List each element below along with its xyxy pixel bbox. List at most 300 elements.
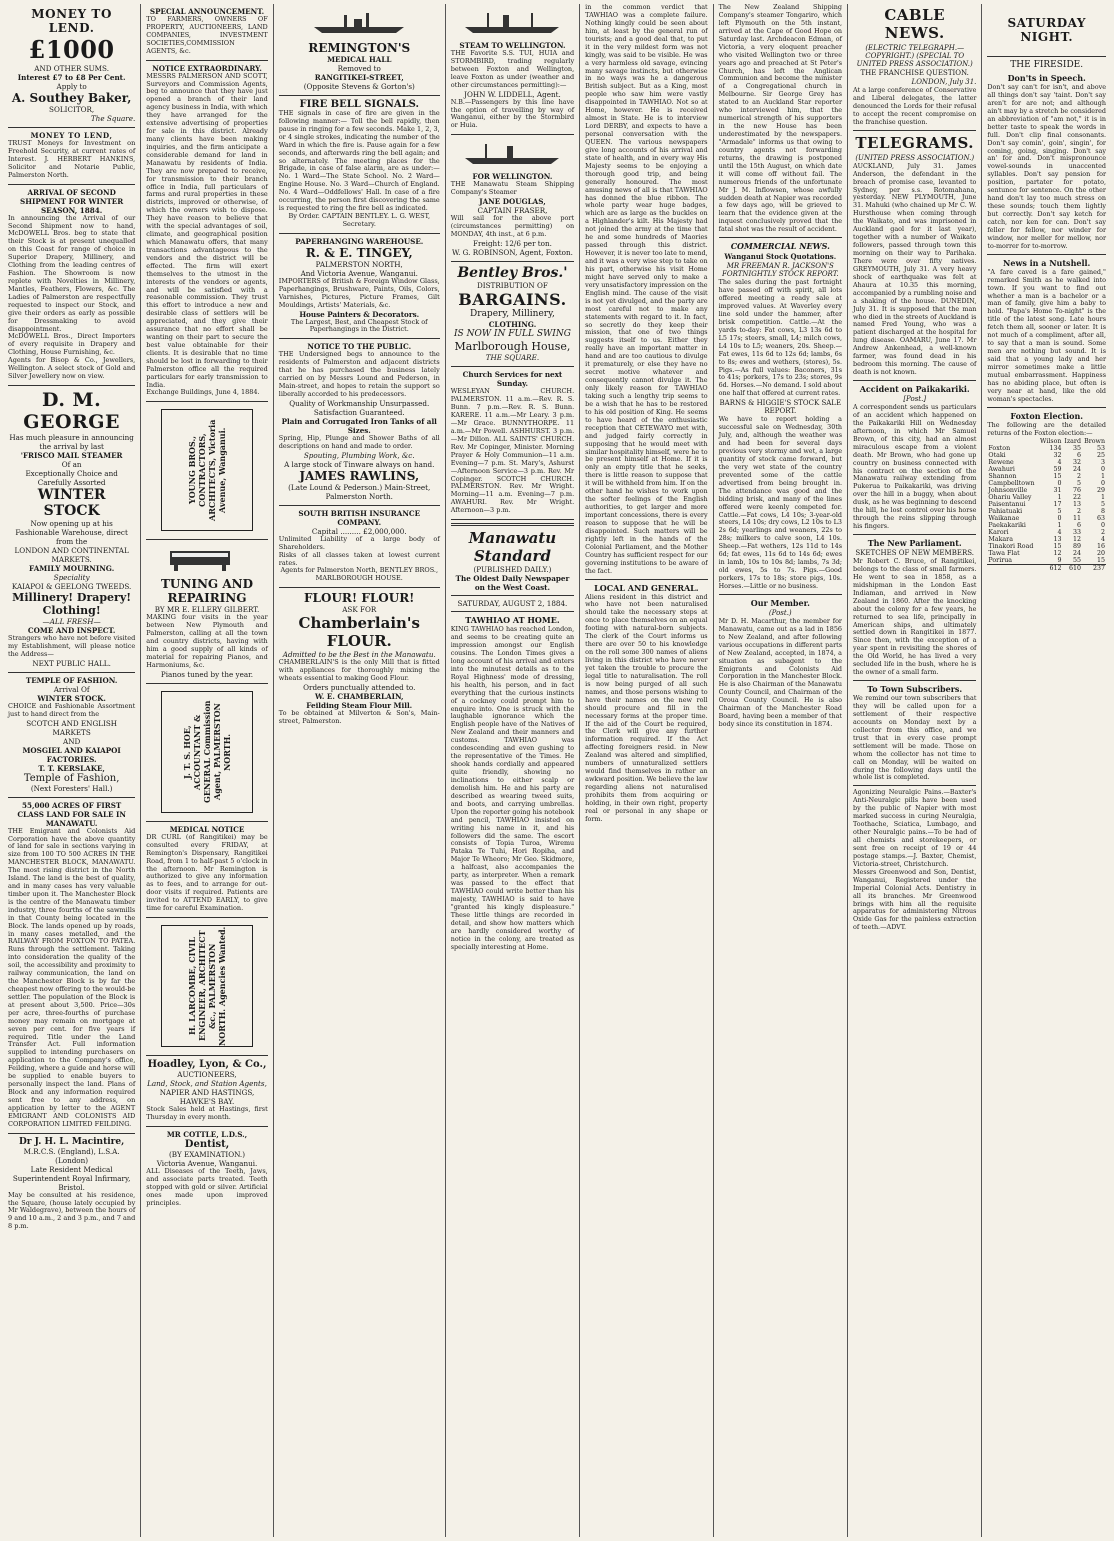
local-text: Aliens resident in this district and who have not been naturalised should take the necessary steps at once to place themselves on an equal footing with natural-born subjects. The clerk of the Court informs us there are over 50 to his knowledge on the roll some 300 names of aliens living in this district who have never yet taken the trouble to procure the legal title to naturalisation. The roll is now being purged of all such names, and those persons wishing to have their names on the new roll should procure and fill in the necessary forms at the proper time. If the aid of the Court be required, the Clerk will give any further information required. If the Act affecting foreigners resid. in New Zealand was altered and simplified, numbers of unnaturalized settlers would find themselves in rather an awkward position. We believe the law regarding aliens not naturalised prohibits them from acquiring or holding, in their own right, property real or personal in any shape or form. (585, 592, 708, 823)
money-interest: Interest £7 to £8 Per Cent. (17, 73, 126, 82)
tf-l2: SCOTCH AND ENGLISH MARKETS (26, 718, 118, 737)
tf-l4: MOSGIEL AND KAIAPOI FACTORIES. (22, 745, 121, 764)
cable-sub: (ELECTRIC TELEGRAPH.—COPYRIGHT.) (SPECIAL TO UNITED PRESS ASSOCIATION.) (856, 44, 973, 68)
pub-l4: Plain and Corrugated Iron Tanks of all Sizes. (281, 416, 437, 435)
pub-l3: Satisfaction Guaranteed. (313, 407, 405, 417)
tel-text: AUCKLAND, July 31. James Anderson, the defendant in the breach of promise case, levanted to Sydney, per s.s. Rotomahana, yesterday. NEW PLYMOUTH, June 31. Mahuki (who chained up Mr C. W. Hursthouse when coming through the Waikato, and was imprisoned in Auckland gaol for it last year), together with a number of Waikato followers, passed through town this morning on their way to Parihaka. There were over fifty natives. GREYMOUTH, July 31. A very heavy shock of earthquake was felt at Ahaura at 10.35 this morning, accompanied by a rumbling noise and a shaking of the house. DUNEDIN, July 31. It is supposed that the man who died in the streets of Auckland is named Fred Young, who was a patient discharged at the hospital for lung disease. OAMARU, June 17. Mr Andrew Ankenhead, a well-known farmer, was found dead in his bedroom this morning. The cause of death is not known. (853, 161, 977, 377)
dm-l1: Has much pleasure in announcing the arrival by last (9, 432, 134, 451)
election-cell: 16 (1096, 542, 1105, 550)
tuning-foot: Pianos tuned by the year. (160, 669, 254, 679)
election-cell: 9 (1057, 556, 1062, 564)
cottle-ad (146, 1127, 267, 1212)
paper-l3: PALMERSTON NORTH, (315, 259, 403, 269)
election-cell: Shannon (988, 472, 1017, 480)
election-header-cell (987, 438, 1037, 445)
land-sale-ad (8, 798, 135, 1134)
rem-l5: (Opposite Stevens & Gorton's) (303, 82, 415, 91)
column-2 (141, 4, 273, 1537)
pub-l6: Spouting, Plumbing Work, &c. (303, 450, 415, 460)
election-cell: 12 (1072, 535, 1081, 543)
flour-l6: W. E. CHAMBERLAIN, (314, 692, 404, 702)
election-cell: Foxton (988, 444, 1011, 452)
election-header-cell: Izard (1064, 437, 1081, 445)
paper-text: IMPORTERS of British & Foreign Window Glass, Paperhangings, Brushware, Paints, Oils, Colors, Varnishes, Pictures, Picture Frames, Gilt Mouldings, Artists' Materials, &c. (278, 276, 440, 309)
election-cell: 1 (1100, 493, 1105, 501)
election-row (987, 494, 1106, 501)
lend2-text: TRUST Moneys for Investment on Freehold Security, at current rates of Interest. J. HERBERT HANKINS, Solicitor and Notarie Public, Palmerston North. (8, 139, 136, 179)
bb-l6: IS NOW IN FULL SWING (453, 329, 571, 340)
dm-l11: Millinery! Drapery! Clothing! (12, 590, 132, 617)
dont-title: Don'ts in Speech. (1007, 73, 1086, 83)
cable-title: CABLE NEWS. (884, 6, 946, 42)
notice-extraordinary-ad (146, 61, 267, 403)
election-cell: 12 (1053, 549, 1062, 557)
election-header-cell: Brown (1084, 437, 1105, 445)
election-cell: 76 (1072, 486, 1081, 494)
pub-l9: (Late Lound & Pederson.) Main-Street, Palmerston North. (288, 482, 431, 501)
fox-intro: The following are the detailed returns of the Foxton election:— (987, 420, 1106, 437)
memb-sub: (Post.) (768, 608, 792, 617)
sbi-cap: Capital ......... £2,000,000. (311, 526, 407, 536)
election-cell: 29 (1096, 486, 1105, 494)
hoadley-l3: Land, Stock, and Station Agents, (147, 1079, 267, 1089)
hoadley-l4: NAPIER AND HASTINGS, HAWKE'S BAY. (159, 1088, 255, 1107)
young-bros-box (161, 409, 253, 531)
pub-l7: A large stock of Tinware always on hand. (284, 459, 435, 469)
pub-l5: Spring, Hip, Plunge and Shower Baths of all descriptions on hand and made to order. (278, 433, 440, 450)
election-cell: 17 (1053, 500, 1062, 508)
parl-sub: SKETCHES OF NEW MEMBERS. (855, 549, 975, 557)
lend-ad-2 (8, 128, 135, 185)
acc-text: A correspondent sends us particulars of an accident which happened on the Paikakariki Hill on Wednesday afternoon, in which Mr Samuel Brown, of this city, had an almost miraculous escape from a violent death. Mr Brown, who had gone up country on business connected with his contract on the section of the Manawatu railway extending from Pukerua to Paikakariki, was driving over the hill in a buggy, when about dusk, as he was beginning to descend the hill, he lost control over his horse through the reins slipping through his fingers. (853, 403, 977, 531)
tf-l6: Temple of Fashion, (23, 772, 120, 784)
flour-l2: ASK FOR (342, 605, 377, 615)
election-cell: 4 (1057, 458, 1062, 466)
lead-text: KING TAWHIAO has reached London, and seems to be creating quite an impression amongst our English cousins. The London Times gives a long account of his arrival and enters into the minutest details as to the Royal Highness' mode of dressing, his health, his person, and in fact everything that the curious instincts of a cockney could prompt him to enquire into. One is struck with the laughable ignorance which the English people have of the Natives of New Zealand and their manners and customs. TAWHIAO was condescending and even gushing to the representative of the Times. He shook hands cordially and appeared quite friendly, showing no inclinations to either scalp or demolish him. He and his party are described as wearing tweed suits, and boots, and carrying umbrellas. Upon the reporter going his notebook and pencil, TAWHIAO insisted on writing his name in it, and his followers did the same. The escort consists of Topia Turoa, Wiremu Pataka Te Tuhi, Hori Ropiha, and Major Te Wheoro; Mr Geo. Skidmore, a halfcast, also accompanies the party, as interpreter. When a remark was passed to the effect that TAWHIAO could write better than his majesty, TAWHIAO is said to have "granted his kingly displeasure." These little things are recorded in detail, and show how matters which are hardly considered worthy of notice in the colony, are treated as specially interesting at Home. (450, 625, 575, 951)
bb-l3: BARGAINS. (458, 289, 567, 309)
election-cell: Porirua (988, 556, 1013, 564)
election-cell: 15 (1053, 472, 1062, 480)
spec-title: SPECIAL ANNOUNCEMENT. (149, 7, 265, 16)
dm-l3: Of an (61, 459, 82, 469)
comm-title: COMMERCIAL NEWS. (730, 241, 830, 252)
election-total-cell: 610 (1062, 564, 1082, 572)
box2-text: J. T. S. HOE, ACCOUNTANT & GENERAL Commission Agent, PALMERSTON NORTH. (182, 700, 232, 804)
election-cell: 134 (1049, 444, 1062, 452)
parl-text: Mr Robert C. Bruce, of Rangitikei, belongs to the class of small farmers. He went to sea in 1858, as a midshipman in the London East Indiaman, and arrived in New Zealand in 1860. After the knocking about the colony for a few years, he returned to sea life, principally in American ships, and ultimately settled down in Rangitikei in 1877. Since then, with the exception of a year spent in revisiting the shores of the Old World, he has lived a very secluded life in the bush, where he is the owner of a small farm. (853, 557, 977, 677)
election-cell: Paekakariki (988, 521, 1026, 529)
election-cell: 15 (1096, 556, 1105, 564)
masthead (451, 523, 574, 951)
election-cell: 33 (1072, 528, 1081, 536)
hoadley-ad (146, 1056, 267, 1127)
bentley-ad (451, 262, 574, 368)
flour-text: CHAMBERLAIN'S is the only Mill that is fitted with appliances for thoroughly mixing the wheats essential to making Good Flour. (278, 658, 440, 683)
paper-title: PAPERHANGING WAREHOUSE. (295, 236, 424, 246)
sat-title: SATURDAY NIGHT. (1007, 16, 1086, 44)
paper-l6: The Largest, Best, and Cheapest Stock of Paperhangings in the District. (290, 317, 428, 334)
lend2-title: MONEY TO LEND, (30, 131, 113, 140)
dm-l14: Strangers who have not before visited my Establishment, will please notice the Address— (8, 633, 136, 658)
church-title: Church Services for next Sunday. (462, 370, 563, 389)
med-title: MEDICAL NOTICE (169, 824, 245, 834)
notice-sign: Exchange Buildings, June 4, 1884. (146, 388, 260, 397)
election-row (987, 473, 1106, 480)
flour-l3: Chamberlain's FLOUR. (298, 614, 420, 651)
tf-l3: AND (63, 736, 81, 746)
election-cell: 15 (1053, 542, 1062, 550)
election-cell: 1 (1100, 472, 1105, 480)
column-3 (274, 4, 446, 1537)
col6-text: The New Zealand Shipping Company's steamer Tongariro, which left Plymouth on the 5th instant, arrived at the Cape of Good Hope on Saturday last. Archdeacon Edman, of Victoria, a very eloquent preacher who visited Wellington two or three years ago and preached at St Peter's Church, has left the Anglican Communion and become the minister of a Congregational church in Melbourne. Sir George Grey has stated to an Auckland Star reporter who interviewed him, that the numerical strength of his supporters in the new House has been underestimated by the newspapers. "Armadale" informs us that owing to country agents not forwarding returns, the drawing is postponed until the 15th August, on which date it will come off without fail. The numerous friends of the unfortunate Mr J. M. Inflowsen, whose awfully sudden death at Napier was recorded a few days ago, will be grieved to learn that the evidence given at the inquest conclusively proved that the fatal shot was the result of accident. (718, 4, 842, 234)
dm-l5: WINTER STOCK (37, 486, 106, 519)
hoadley-title: Hoadley, Lyon, & Co., (147, 1059, 267, 1071)
well-capt: CAPTAIN FRASER, (477, 206, 548, 216)
cottle-l2: Dentist, (184, 1138, 230, 1150)
election-cell: 0 (1100, 521, 1105, 529)
fire-title: FIRE BELL SIGNALS. (299, 99, 420, 110)
fox-title: Foxton Election. (1010, 410, 1084, 421)
church-text: WESLEYAN CHURCH. PALMERSTON. 11 a.m.—Rev. R. S. Bunn. 7 p.m.—Rev. R. S. Bunn. KARERE. 11 a.m.—Mr Leary. 3 p.m.—Mr Grace. BUNNYTHORPE. 11 a.m.—Mr Powell. ASHHURST. 3 p.m.—Mr Dillon. ALL SAINTS' CHURCH. Rev. Mr Copinger, Minister. Morning Prayer & Holy Communion—11 a.m. Evening—7 p.m. St. Mary's, Ashurst—Afternoon Service—3 p.m. Rev. Mr Copinger. SCOTCH CHURCH. PALMERSTON. Rev. Mr Wright. Morning—11 a.m. Evening—7 p.m. AWAHURI. Rev. Mr Wright. Afternoon—3 p.m. (450, 387, 575, 515)
election-cell: Otaki (988, 451, 1006, 459)
tuning-text: MAKING four visits in the year between New Plymouth and Palmerston, calling at all the town and country districts, having with him a good supply of all kinds of material for repairing Pianos, and Harmoniums, &c. (146, 613, 268, 669)
election-cell: 1 (1057, 521, 1062, 529)
tf-stock: WINTER STOCK. (37, 693, 106, 703)
paperhanging-ad (279, 234, 440, 340)
column-5 (580, 4, 713, 1537)
election-row (987, 550, 1106, 557)
election-row (987, 487, 1106, 494)
election-cell: 32 (1053, 451, 1062, 459)
election-cell: Makara (988, 535, 1013, 543)
macintire-ad (8, 1134, 135, 1236)
election-row (987, 480, 1106, 487)
steamer-icon (457, 9, 567, 35)
dm-george-ad (8, 386, 135, 673)
flour-l7: Feilding Steam Flour Mill. (306, 701, 413, 711)
rem-l3: Removed to (337, 64, 381, 73)
rem-l4: RANGITIKEI-STREET, (314, 73, 404, 82)
land-title: 55,000 ACRES OF FIRST CLASS LAND FOR SALE IN MANAWATU. (17, 800, 126, 828)
money-title: MONEY TO LEND. (31, 7, 113, 35)
cable-hd: THE FRANCHISE QUESTION. (860, 69, 969, 77)
election-cell: 24 (1072, 549, 1081, 557)
election-cell: Johnsonville (988, 486, 1028, 494)
spec-text: TO FARMERS, OWNERS OF PROPERTY, AUCTIONEERS, LAND COMPANIES, INVESTMENT SOCIETIES,COMMISSION AGENTS, &c. (146, 15, 268, 55)
hoadley-l2: AUCTIONEERS, (177, 1070, 237, 1080)
election-row (987, 466, 1106, 473)
fire-sign: By Order. CAPTAIN BENTLEY. L. G. WEST, Secretary. (288, 211, 431, 228)
dm-l4: Exceptionally Choice and Carefully Assorted (25, 468, 118, 487)
election-cell: 31 (1053, 486, 1062, 494)
election-cell: 0 (1057, 514, 1062, 522)
sbi-l4: Agents for Palmerston North, BENTLEY BROS., MARLBOROUGH HOUSE. (280, 566, 439, 583)
money-name: A. Southey Baker, (11, 91, 132, 105)
subs-title: To Town Subscribers. (867, 684, 963, 695)
hoe-box (161, 691, 253, 813)
bb-l7: Marlborough House, (454, 340, 571, 354)
comm-hd: MR FREEMAN R. JACKSON'S FORTNIGHTLY STOCK REPORT. (722, 262, 839, 279)
barnes-text: We have to report holding a successful sale on Wednesday, 30th July, and, although the weather was and had been for several days previous very stormy and wet, a large quantity of stock came forward, but the very wet state of the country prevented some of the cattle advertised from being brought in. The attendance was good and the bidding brisk, and many of the lines offered were keenly competed for. Cattle.—Fat cows, L4 10s; 3-year-old steers, L4 10s; dry cows, L2 10s to L3 2s 6d; yearlings and weaners, 22s to 28s; milkers to calve soon, L4 10s. Sheep.—Fat wethers, 12s 11d to 14s 6d; fat ewes, 11s 6d to 14s 6d; ewes in lamb, 10s to 10s 8d; lambs, 7s 3d; old ewes, 5s to 7s. Pigs.—Good porkers, 17s to 18s; store pigs, 10s. Horses.—Little or no business. (718, 415, 842, 590)
cottle-text: ALL Diseases of the Teeth, Jaws, and associate parts treated. Teeth stopped with gold or silver. Artificial ones made upon improved principles. (146, 1166, 268, 1207)
steam-title: STEAM TO WELLINGTON. (459, 41, 566, 50)
hoadley-text: Stock Sales held at Hastings, first Thursday in every month. (146, 1105, 268, 1121)
dm-l2: 'FRISCO MAIL STEAMER (20, 450, 123, 460)
church-services (451, 367, 574, 520)
election-header-cell: Wilson (1040, 437, 1062, 445)
misc-text: Agonizing Neuralgic Pains.—Baxter's Anti-Neuralgic pills have been used by the public of Napier with most marked success in curing Neuralgia, Toothache, Sciatica, Lumbago, and other Neuralgic pains.—To be had of all chemists and storekeepers, or sent free on receipt of 19 or 44 postage stamps.—J. Baxter, Chemist, Victoria-street, Christchurch. (853, 788, 977, 868)
election-cell: 5 (1076, 479, 1081, 487)
money-role: SOLICITOR, (49, 105, 95, 114)
column-4 (446, 4, 580, 1537)
election-cell: 6 (1076, 451, 1081, 459)
election-cell: 6 (1076, 521, 1081, 529)
money-sub: AND OTHER SUMS. (34, 64, 109, 73)
lead-title: TAWHIAO AT HOME. (465, 615, 560, 626)
election-cell: 13 (1053, 535, 1062, 543)
election-cell: Pahiatuaki (988, 507, 1023, 515)
election-cell: 2 (1076, 472, 1081, 480)
comm-sub: Wanganui Stock Quotations. (724, 252, 837, 262)
ship-icon (304, 9, 414, 35)
tuning-by: BY MR E. ELLERY GILBERT. (154, 605, 260, 615)
paper-l2: R. & E. TINGEY, (305, 245, 413, 260)
election-cell: Rewene (988, 458, 1014, 466)
larcombe-ad (146, 918, 267, 1056)
tuning-ad (146, 540, 267, 683)
flour-ad (279, 588, 440, 730)
memb-title: Our Member. (750, 597, 810, 608)
election-total-cell: 237 (1082, 564, 1106, 572)
arrival-agents: Agents for Bisop & Co., Jewellers, Wellington. A select stock of Gold and Silver Jewellery now on view. (8, 356, 136, 381)
special-announcement-ad (146, 4, 267, 61)
tf-l7: (Next Foresters' Hall.) (30, 783, 113, 793)
election-row (987, 501, 1106, 508)
column-6 (714, 4, 848, 1537)
well-agent: W. G. ROBINSON, Agent, Foxton. (451, 247, 573, 257)
well-text: THE Manawatu Steam Shipping Company's Steamer (450, 180, 575, 197)
dm-title: D. M. GEORGE (23, 388, 121, 433)
nut-text: "A fare caved is a fare gained," remarked Smith as he walked into town. If you want to find out whether a man is a bachelor or a man of family, give him a baby to hold. "Papa's Home To-night" is the title of the latest song. Late hours fetch them all, sooner or later. It is not much of a compliment, after all, to say that a man is sound. Some men are nothing but sound. It is said that a young lady and her mirror sometimes make a little mutual embarrassment. Happiness has no abiding place, but often is very near at hand, like the old woman's spectacles. (987, 267, 1106, 403)
cottle-l4: Victoria Avenue, Wanganui. (156, 1158, 258, 1168)
medical-notice-ad (146, 822, 267, 918)
cable-text: At a large conference of Conservative and Liberal delegates, the latter denounced the Lords for their refusal to accept the recent compromise on the franchise question. (853, 86, 977, 126)
election-cell: 35 (1072, 444, 1081, 452)
fire-text: THE signals in case of fire are given in the following manner:— Toll the bell rapidly, then pause in ringing for a few seconds. Make 1, 2, 3, or 4 single strokes, indicating the number of the Ward in which the fire is. Pause again for a few seconds, and afterwards ring the bell again; and so alternately. The meeting places for the Brigade, in case of false alarm, are as under:— No. 1 Ward—The State School. No. 2 Ward—Engine House. No. 3 Ward—Church of England. No. 4 Ward—Oddfellows' Hall. In case of a fire occurring, the person first discovering the same is requested to ring the fire bell as indicated. (278, 109, 440, 213)
piano-icon (152, 545, 262, 571)
election-cell: 20 (1096, 549, 1105, 557)
election-cell: Karori (988, 528, 1009, 536)
dm-l8: FAMILY MOURNING. (29, 563, 115, 573)
memb-text: Mr D. H. Macarthur, the member for Manawatu, came out as a lad in 1856 to New Zealand, and after following various occupations in different parts of New Zealand, accepted, in 1874, a situation as subagent to the Emigrants and Colonists Aid Corporation in the Manchester Block. He is also Chairman of the Manawatu County Council, and Chairman of the Oroua County Council. He is also Chairman of the Manchester Road Board, having been a member of that body since its constitution in 1874. (718, 616, 842, 729)
barnes-title: BARNS & HIGGIE'S STOCK SALE REPORT. (719, 399, 842, 416)
column-1 (3, 4, 141, 1537)
column-7 (848, 4, 982, 1537)
flour-l5: Orders punctually attended to. (303, 683, 416, 693)
election-row (987, 529, 1106, 536)
election-row (987, 445, 1106, 452)
election-cell: 63 (1096, 514, 1105, 522)
pub-l2: Quality of Workmanship Unsurpassed. (289, 398, 430, 408)
election-row (987, 508, 1106, 515)
young-bros-ad (146, 402, 267, 540)
sat-sub: THE FIRESIDE. (1010, 60, 1084, 70)
flour-l4: Admitted to be the Best in the Manawatu. (282, 650, 436, 660)
doc-l3: Late Resident Medical Superintendent Royal Infirmary, Bristol. (12, 1164, 131, 1192)
larcombe-box (161, 925, 253, 1047)
mast-title: Manawatu Standard (468, 529, 557, 566)
election-cell: 3 (1100, 458, 1105, 466)
arrival-sign: McDOWELL Bros., Direct Importers of every requisite in Drapery and Clothing, House Furnishing, &c. (8, 332, 136, 357)
bb-l4: Drapery, Millinery, (470, 308, 555, 319)
mast-l3: The Oldest Daily Newspaper on the West Coast. (455, 574, 570, 593)
election-row (987, 459, 1106, 466)
election-cell: 55 (1072, 556, 1081, 564)
election-cell: 2 (1100, 528, 1105, 536)
election-cell: 5 (1057, 507, 1062, 515)
election-row (987, 536, 1106, 543)
paper-l4: And Victoria Avenue, Wanganui. (300, 268, 418, 278)
election-cell: Tawa Flat (988, 549, 1020, 557)
election-cell: 8 (1100, 507, 1105, 515)
doc-title: Dr J. H. L. Macintire, (18, 1136, 125, 1147)
dont-text: Don't say can't for isn't, and above all things don't say 'taint. Don't say aren't for are not; and although ain't may by a stretch be considered an abbreviation of "am not," it is in better taste to speak the words in full. Don't clip final consonants. Don't say comin', goin', singin', for coming, going, singing. Don't say an' for and. Don't mispronounce vowel-sounds in unaccented syllables. Don't say pension for position, partater for potato, sentunce for sentence. On the other hand don't lay too much stress on these sounds; touch them lightly but correctly. Don't say ketch for catch, nor ken for can. Don't say feller for fellow, nor winder for window, nor meller for mellow, nor to-morrer for to-morrow. (987, 83, 1106, 250)
arrival-title: ARRIVAL OF SECOND SHIPMENT FOR WINTER SEASON, 1884. (20, 187, 124, 215)
money-to-lend-ad (8, 4, 135, 128)
doc-l2: M.R.C.S. (England), L.S.A. (London) (23, 1146, 120, 1165)
doc-text: May be consulted at his residence, the Square, (house lately occupied by Mr Waldegrave), between the hours of 9 and 10 a.m., 2 and 3 p.m., and 7 and 8 p.m. (8, 1190, 136, 1231)
election-cell: 4 (1057, 528, 1062, 536)
notice-text: MESSRS PALMERSON AND SCOTT, Surveyors and Commission Agents, beg to announce that they have just opened a branch of their land agency business in India, with which they have arranged for the extensive advertising of properties for sale in this district. Already many clients have been making inquiries, and the firm anticipate a considerable demand for land in Manawatu by residents of India. They are now prepared to receive, for transmission to their branch office in India, full particulars of farms and rural properties in these districts, improved or otherwise, of which the owners wish to dispose. They have reason to believe that with the special advantages of soil, climate, and geographical position which Manawatu offers, that many transactions advantageous to the vendors and the district will be effected. The firm will exert themselves to the utmost in the interests of the vendors or agents, and will be satisfied with a reasonable commission. They trust this effort to introduce a new and desirable class of settlers will be appreciated, and they give their assurance that no effort shall be wanting on their part to secure the best value obtainable for their clients. It is desirable that no time should be lost in forwarding to their Palmerston office all the required particulars for early transmission to India. (146, 71, 268, 389)
election-cell: 4 (1100, 535, 1105, 543)
column-8 (982, 4, 1111, 1537)
subs-text: We remind our town subscribers that they will be called upon for a settlement of their respective accounts on Monday next by a collector from this office, and we trust that in every case prompt settlement will be made. Those on whom the collector has not time to call on Monday, will be waited on during the following days until the whole list is completed. (853, 694, 977, 782)
pub-title: NOTICE TO THE PUBLIC. (307, 342, 412, 352)
election-row (987, 452, 1106, 459)
election-cell: Campbelltown (988, 479, 1035, 487)
steam-nb: N.B.—Passengers by this line have the option of travelling by way of Wanganui, either by the Stormbird or Huia. (450, 97, 575, 130)
sbi-l2: Unlimited Liability of a large body of Shareholders. (278, 534, 440, 551)
election-cell: 24 (1072, 465, 1081, 473)
cottle-title: MR COTTLE, L.D.S., (166, 1129, 248, 1139)
cottle-l3: (BY EXAMINATION.) (169, 1149, 246, 1159)
tuning-title: TUNING AND REPAIRING (160, 577, 254, 606)
dm-l9: Speciality (53, 572, 90, 582)
box1-text: YOUNG BROS., CONTRACTORS, ARCHITECTS, Victoria Avenue, Wanganui. (187, 419, 227, 522)
temple-fashion-ad (8, 673, 135, 798)
flour-l8: To be obtained at Milverton & Son's, Main-street, Palmerston. (278, 709, 440, 725)
pub-l8: JAMES RAWLINS, (299, 468, 420, 483)
election-row (987, 522, 1106, 529)
med-text: DR CURL (of Rangitikei) may be consulted every FRIDAY, at Remington's Dispensary, Rangitikei Road, from 1 to half-past 5 o'clock in the afternoon. Mr Remington is authorized to give any information as to fees, and to arrange for out-door visits if required. Patients are invited to ATTEND EARLY, to give time for careful Examination. (146, 832, 268, 913)
paper-l5: House Painters & Decorators. (299, 309, 420, 319)
election-cell: 13 (1072, 500, 1081, 508)
notice-title: NOTICE EXTRAORDINARY. (152, 63, 262, 73)
well-title: FOR WELLINGTON. (472, 172, 553, 182)
dm-l7: LONDON AND CONTINENTAL MARKETS. (14, 545, 129, 564)
local-title: LOCAL AND GENERAL. (594, 582, 699, 593)
election-cell: Ohariu Valley (988, 493, 1032, 501)
dm-l10: KAIAPOI & GEELONG TWEEDS. (11, 581, 132, 591)
election-cell: 0 (1100, 479, 1105, 487)
land-text: THE Emigrant and Colonists Aid Corporation have the above quantity of land for sale in sections varying in size from 100 TO 500 ACRES IN THE MANCHESTER BLOCK, MANAWATU. The most rising district in the North Island. The land is the best of quality, and in many cases has very valuable timber upon it. The Manchester Block is the centre of the Manawatu timber industry, three fourths of the sawmills in that County being located in the Block. The lands opened up by roads, in many cases metalled, and the RAILWAY FROM FOXTON TO PATEA. Runs through the settlement. Taking into consideration the quality of the soil, the accessibility and proximity to railway communication, the land on the Manchester Block is by far the cheapest now offering to the would-be settler. The population of the Block is at present about 3,500. Price—30s per acre, three-fourths of purchase money may remain on mortgage at seven per cent. for five years if required. Title under the Land Transfer Act. Full information supplied to intending purchasers on application to the Company's office, Feilding, where a guide and horse will be supplied to enable buyers to personally inspect the land. Plans of Block and any information required sent free to any address, on application by letter to the AGENT EMIGRANT AND COLONISTS AID CORPORATION LIMITED FEILDING. (8, 826, 136, 1128)
arrival-ad (8, 185, 135, 386)
mast-l2: (PUBLISHED DAILY.) (473, 565, 552, 575)
election-cell: 1 (1057, 493, 1062, 501)
hoe-ad (146, 684, 267, 822)
col5-text: in the common verdict that TAWHIAO was a complete failure. Nothing kingly could be seen about him, at least by the general run of tourists; and a good deal that, to put it in the very mildest form was not kingly, was said to be visible. He was a very harmless old savage, evincing many savage instincts, but otherwise in no ways was he a dangerous British subject. But as a King, most people who saw him were vastly disappointed in TAWHIAO. Not so at Home, however. He is received almost in State. He is to interview Lord DERBY, and expects to have a personal conversation with the QUEEN. The various newspapers give long accounts of his arrival and state of health, and in every way His Majesty seems to be enjoying a thorough good trip, and being generally honoured. The most amusing news of all is that TAWHIAO has donned the blue ribbon. The whole party wear huge badges, which are as large as the buckles on a Highlander's kilt. His Majesty had not joined the army at the time that he and some hundreds of Maories passed through this district. However, it is never too late to mend, and it was a very wise step to take on his part, otherwise his visit Home might have served only to make a very unsatisfactory impression on the English mind. The cause of the visit is not yet divulged, and the party are most careful not to make any statements with regard to it. In fact, so secretly do they keep their mission, that one of two things suggests itself to us. Either they really have an important matter in hand and are too cautious to divulge it prematurely, or else they have no secret motive whatever and consequently cannot divulge it. The only likely reason for TAWHIAO taking such a lengthy trip seems to be a wish that he has to be restored to his old position of King. He seems to have heard of the enthusiastic reception that CETEWAYO met with, and judged fairly correctly in supposing that he would meet with similar hospitality himself, were he to be present himself at Home. If it is only an empty title that he seeks, there is little reason to suppose that it will be withheld from him. If on the other hand he wishes to work upon the softer feelings of the English authorities, to get larger and more important concessions, there is every reason to suppose that he will be disappointed. Such matters will be rightly left in the hands of the Colonial Parliament, and the Mother Country has sufficient respect for our governing institutions to be aware of the fact. (585, 4, 708, 575)
well-freight: Freight: 12/6 per ton. (472, 238, 552, 248)
election-total-cell (987, 564, 1037, 572)
election-table (987, 438, 1106, 572)
rem-title: REMINGTON'S (308, 41, 411, 55)
election-cell: 59 (1053, 465, 1062, 473)
election-cell: 89 (1072, 542, 1081, 550)
dm-l15: NEXT PUBLIC HALL. (32, 658, 111, 668)
steam-text: THE Favorite S.S. TUI, HUIA and STORMBIRD, trading regularly between Foxton and Wellington, leave Foxton as under (weather and other circumstances permitting):— (450, 49, 575, 89)
steam-ad (451, 4, 574, 135)
election-row (987, 515, 1106, 522)
election-cell: Tinakori Road (988, 542, 1034, 550)
steam-sign: JOHN W. LIDDELL, Agent. (464, 89, 561, 99)
election-cell: 0 (1057, 479, 1062, 487)
bb-l2: DISTRIBUTION OF (477, 280, 548, 290)
election-cell: 32 (1072, 458, 1081, 466)
arrival-text: In announcing the Arrival of our Second Shipment now to hand, McDOWELL Bros. beg to state that their Stock is at present unequalled on this Coast for range of choice in Superior Drapery, Millinery, and Clothing from the leading centres of Fashion. The Showroom is now replete with Novelties in Millinery, Mantles, Feathers, Flowers, &c. The Ladies of Palmerston are respectfully requested to inspect our Stock, and give their orders as early as possible for Dressmaking to avoid disappointment. (8, 213, 136, 333)
tf-title: TEMPLE OF FASHION. (25, 675, 118, 685)
tf-arr: Arrival Of (53, 684, 90, 694)
election-cell: 5 (1100, 500, 1105, 508)
flour-title: FLOUR! FLOUR! (304, 591, 415, 606)
bb-title: Bentley Bros.' (457, 264, 568, 281)
election-cell: 0 (1100, 465, 1105, 473)
steamer-icon-2 (457, 140, 567, 166)
tf-l5: T. T. KERSLAKE, (38, 763, 105, 773)
election-cell: Waikanae (988, 514, 1020, 522)
dm-l13: COME AND INSPECT. (27, 625, 116, 635)
well-sail: Will sail for the above port (circumstances permitting) on MONDAY, 4th inst., at 6 p.m. (450, 214, 575, 238)
comm-text: The sales during the past fortnight have passed off with spirit, all lots offered meeting a ready sale at improved values. At Waverley every line sold under the hammer, after brisk competition. Cattle.—At the yards to-day: Fat cows, L3 13s 6d to L5 17s; steers, small, L4; milch cows, L4 10s to L5; weaners, 20s. Sheep.—Fat ewes, 11s 6d to 12s 6d; lambs, 6s to 8s; ewes and wethers, (stores), 5s. Pigs.—As full values: Baconers, 31s to 41s; porkers, 17s to 23s; stores, 9s 6d. Horses.—No demand. I sold about one half that offered at current rates. (718, 278, 842, 398)
bb-l8: THE SQUARE. (485, 353, 540, 363)
election-row (987, 557, 1106, 565)
sbi-l3: Risks of all classes taken at lowest current rates. (278, 550, 440, 567)
box3-text: H. LARCOMBE, CIVIL ENGINEER, ARCHITECT &c., PALMERSTON NORTH. Agencies Wanted. (187, 926, 227, 1046)
election-cell: 2 (1076, 507, 1081, 515)
rem-l2: MEDICAL HALL (327, 55, 392, 64)
dent-text: Messrs Greenwood and Son, Dentist, Wanganui, Registered under the Imperial Colonial Acts. Dentistry in all its branches. Mr Greenwood brings with him all the requisite apparatus for administering Nitrous Oxide Gas for the painless extraction of teeth.—ADVT. (853, 867, 977, 932)
public-notice-ad (279, 339, 440, 505)
election-total-cell: 612 (1038, 564, 1063, 572)
sbi-title: SOUTH BRITISH INSURANCE COMPANY. (298, 508, 421, 527)
money-apply: Apply to (56, 82, 87, 91)
mast-date: SATURDAY, AUGUST 2, 1884. (457, 599, 568, 609)
tf-text: CHOICE and Fashionable Assortment just to hand direct from the (8, 701, 136, 718)
money-place: The Square. (90, 114, 136, 123)
dm-l6: Now opening up at his Fashionable Warehouse, direct from the (15, 518, 128, 546)
election-cell: 25 (1096, 451, 1105, 459)
fire-bell-ad (279, 96, 440, 234)
election-cell: Paisentanui (988, 500, 1026, 508)
election-cell: 53 (1096, 444, 1105, 452)
south-british-ad (279, 506, 440, 589)
remington-ad (279, 4, 440, 96)
election-cell: Awahuri (988, 465, 1015, 473)
election-cell: 22 (1072, 493, 1081, 501)
money-amount: £1000 (28, 35, 115, 64)
parl-title: The New Parliament. (867, 538, 962, 548)
nut-title: News in a Nutshell. (1003, 257, 1091, 268)
election-row (987, 543, 1106, 550)
